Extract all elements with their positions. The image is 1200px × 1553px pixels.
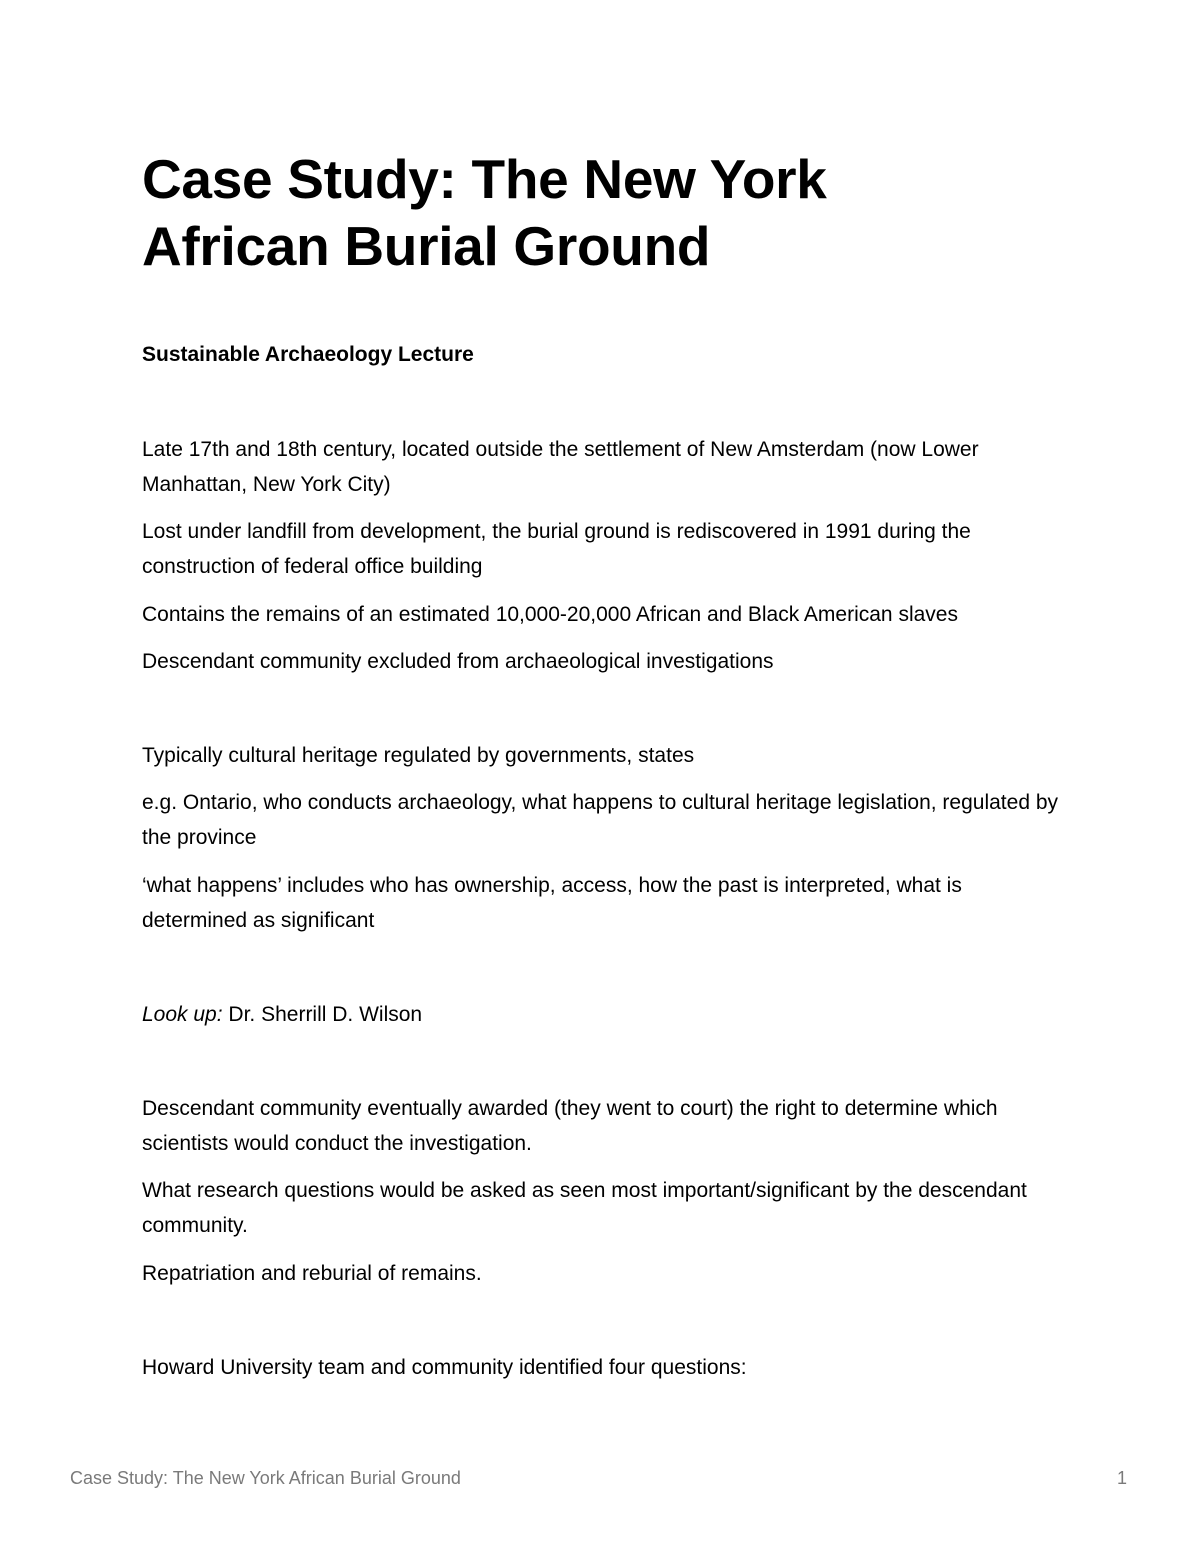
look-up-label: Look up: [142, 1003, 223, 1026]
document-title [142, 146, 1102, 280]
document-subtitle: Sustainable Archaeology Lecture [142, 343, 474, 366]
paragraph-remains: Contains the remains of an estimated 10,000-20,000 African and Black American slaves [142, 603, 958, 626]
paragraph-four-questions: Howard University team and community identified four questions: [142, 1356, 747, 1379]
paragraph-location: Late 17th and 18th century, located outside the settlement of New Amsterdam (now Lower Manhattan, New York City) [142, 438, 979, 496]
paragraph-rediscovery: Lost under landfill from development, the burial ground is rediscovered in 1991 during the construction of federal office building [142, 520, 971, 578]
paragraph-ontario-example: e.g. Ontario, who conducts archaeology, what happens to cultural heritage legislation, regulated by the province [142, 791, 1059, 849]
paragraph-what-happens: ‘what happens’ includes who has ownership, access, how the past is interpreted, what is determined as significant [142, 874, 962, 932]
paragraph-look-up [142, 997, 1072, 1032]
footer-page-number: 1 [1116, 1468, 1127, 1488]
paragraph-court-award: Descendant community eventually awarded (they went to court) the right to determine which scientists would conduct the investigation. [142, 1097, 998, 1155]
title-line-1: Case Study: The New York [142, 148, 827, 210]
paragraph-repatriation: Repatriation and reburial of remains. [142, 1262, 482, 1285]
paragraph-regulation: Typically cultural heritage regulated by governments, states [142, 744, 695, 767]
paragraph-exclusion: Descendant community excluded from archaeological investigations [142, 650, 774, 673]
paragraph-research-questions: What research questions would be asked as seen most important/significant by the descendant community. [142, 1179, 1027, 1237]
look-up-value: Dr. Sherrill D. Wilson [222, 1003, 423, 1026]
footer-title: Case Study: The New York African Burial Ground [70, 1468, 461, 1488]
title-line-2: African Burial Ground [142, 215, 711, 277]
